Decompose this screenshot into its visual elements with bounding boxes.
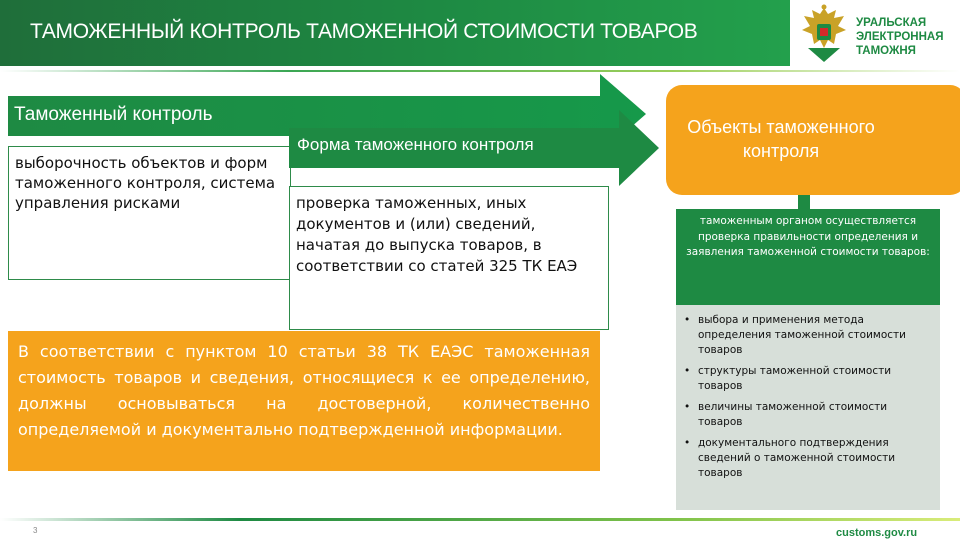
list-item-text: документального подтверждения сведений о таможенной стоимости товаров xyxy=(698,437,896,479)
customs-control-title: Таможенный контроль xyxy=(14,104,213,125)
bullet-icon: • xyxy=(684,314,691,326)
bullet-icon: • xyxy=(684,401,691,413)
page-number: 3 xyxy=(33,526,38,535)
list-item xyxy=(684,436,930,481)
bullet-icon: • xyxy=(684,365,691,377)
objects-lead-panel xyxy=(676,209,940,305)
page-title: ТАМОЖЕННЫЙ КОНТРОЛЬ ТАМОЖЕННОЙ СТОИМОСТИ ТОВАРОВ xyxy=(30,20,698,43)
bullet-icon: • xyxy=(684,437,691,449)
legal-note-box xyxy=(8,331,600,471)
list-item-text: выбора и применения метода определения таможенной стоимости товаров xyxy=(698,314,906,356)
control-form-text: проверка таможенных, иных документов и (или) сведений, начатая до выпуска товаров, в соответствии со статей 325 ТК ЕАЭ xyxy=(296,194,578,275)
control-form-box xyxy=(289,186,609,330)
objects-title-box xyxy=(666,85,960,195)
bottom-divider xyxy=(0,518,960,521)
double-headed-eagle-emblem-icon xyxy=(798,4,850,64)
customs-control-text: выборочность объектов и форм таможенного контроля, система управления рисками xyxy=(15,154,276,212)
logo-line-2: ЭЛЕКТРОННАЯ xyxy=(856,31,944,43)
objects-list-panel xyxy=(676,305,940,510)
list-item xyxy=(684,313,930,358)
list-item xyxy=(684,400,930,430)
customs-control-box xyxy=(8,146,291,280)
objects-list xyxy=(684,313,930,481)
logo-text xyxy=(856,16,943,58)
list-item-text: величины таможенной стоимости товаров xyxy=(698,401,888,428)
list-item xyxy=(684,364,930,394)
legal-note-text: В соответствии с пунктом 10 статьи 38 ТК ЕАЭС таможенная стоимость товаров и сведения, относящиеся к ее определению, должны основываться на достоверной, количественно определяемой и документально подтвержденной информации. xyxy=(18,342,590,439)
objects-lead-text: таможенным органом осуществляется проверка правильности определения и заявления таможенной стоимости товаров: xyxy=(686,215,930,258)
logo-line-1: УРАЛЬСКАЯ xyxy=(856,17,927,29)
objects-title: Объекты таможенного контроля xyxy=(687,117,875,161)
site-link[interactable]: customs.gov.ru xyxy=(836,527,918,539)
objects-connector xyxy=(798,195,810,209)
logo-line-3: ТАМОЖНЯ xyxy=(856,45,916,57)
control-form-title: Форма таможенного контроля xyxy=(297,135,534,154)
top-divider xyxy=(0,70,960,72)
list-item-text: структуры таможенной стоимости товаров xyxy=(698,365,892,392)
